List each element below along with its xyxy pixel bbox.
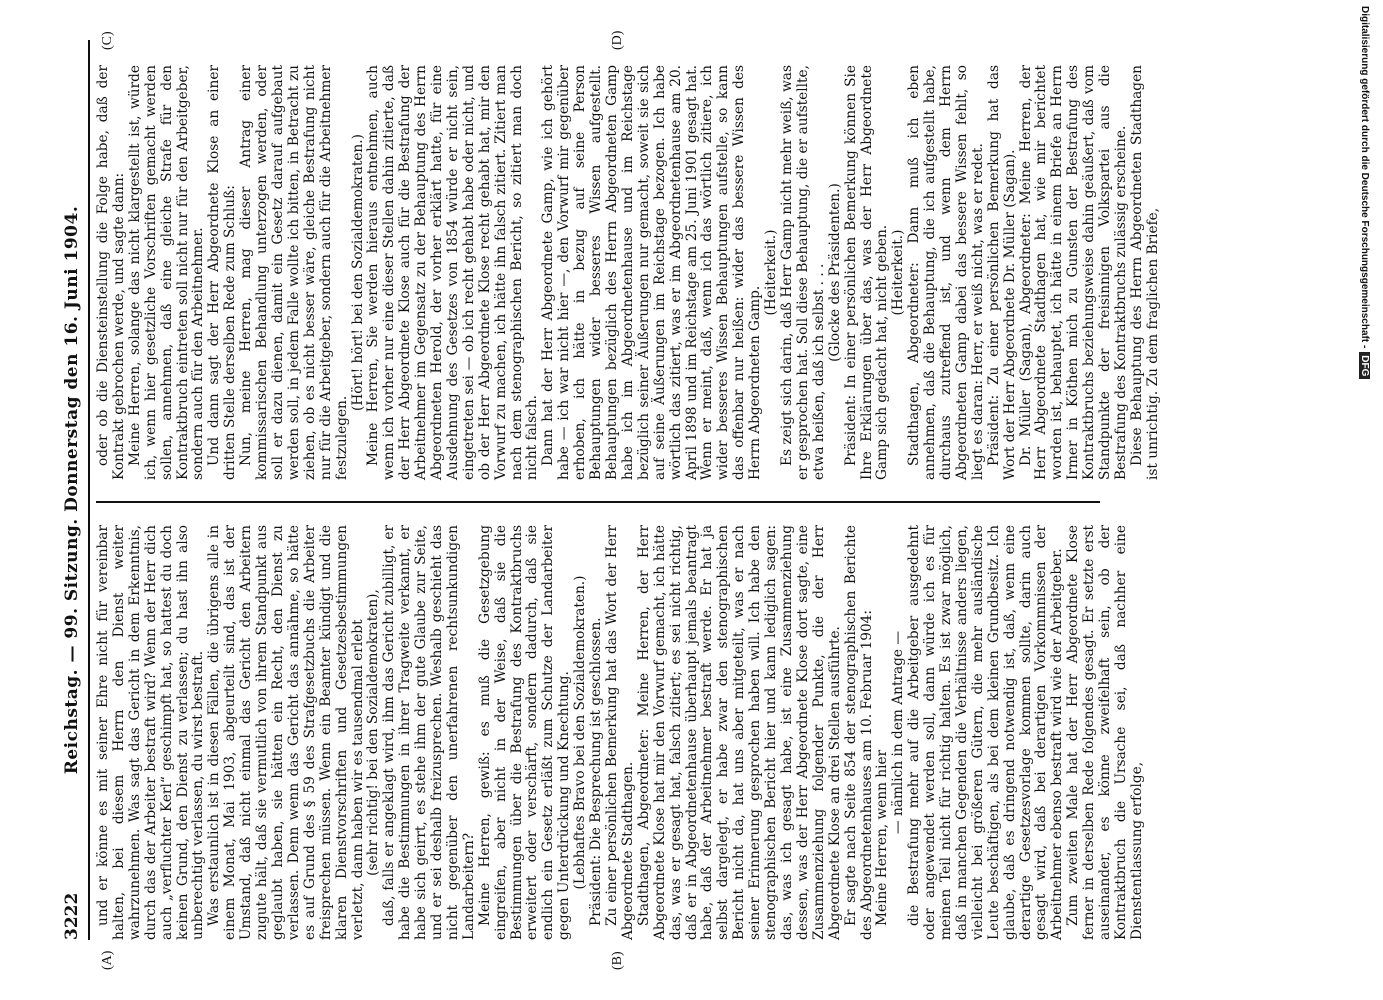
running-title: Reichstag. — 99. Sitzung. Donnerstag den 16. Juni 1904.	[62, 205, 82, 775]
side-note-text: Digitalisierung gefördert durch die Deutsche Forschungsgemeinschaft -	[1359, 6, 1370, 349]
paragraph: (Heiterkeit.)	[890, 229, 907, 316]
left-text-column	[95, 525, 1145, 940]
paragraph: die Bestrafung mehr auf die Arbeitgeber ausgedehnt oder angewendet werden soll, dann würde ich es für meinen Teil nicht für richtig halten. Es ist zwar möglich, daß in manchen Gegenden die Verhältnisse anders liegen, vielleicht bei größeren Gütern, die mehr ausländische Leute beschäftigen, als bei dem kleinen Grundbesitz. Ich glaube, daß es dringend notwendig ist, daß, wenn eine derartige Gesetzesvorlage kommen sollte, darin auch gesagt wird, daß bei derartigen Vorkommnissen der Arbeitnehmer ebenso bestraft wird wie der Arbeitgeber.	[906, 525, 1066, 940]
margin-marker-a: (A)	[100, 950, 115, 970]
paragraph: Meine Herren, wenn hier	[874, 749, 891, 926]
paragraph: Zu einer persönlichen Bemerkung hat das Wort der Herr Abgeordnete Stadthagen.	[604, 525, 636, 940]
paragraph: Präsident: Die Besprechung ist geschlossen.	[588, 617, 605, 926]
dfg-logo: DFG	[1359, 352, 1370, 379]
side-note	[1356, 6, 1370, 994]
paragraph: Meine Herren, gewiß: es muß die Gesetzgebung eingreifen, aber nicht in der Weise, daß sie die Bestimmungen über die Bestrafung des Kontraktbruchs erweitert oder verschärft, sondern dadurch, daß sie endlich ein Gesetz erläßt zum Schutze der Landarbeiter gegen Unterdrückung und Knechtung.	[476, 525, 573, 940]
paragraph: Dann hat der Herr Abgeordnete Gamp, wie ich gehört habe — ich war nicht hier —, den Vorwurf mir gegenüber erhoben, ich hätte in bezug auf seine Person Behauptungen wider besseres Wissen aufgestellt. Behauptungen bezüglich des Herrn Abgeordneten Gamp habe ich im Abgeordnetenhause und im Reichstage bezüglich seiner Äußerungen nur gemacht, soweit sie sich auf seine Äußerungen im Reichstage bezogen. Ich habe wörtlich das zitiert, was er im Abgeordnetenhause am 20. April 1898 und im Reichstage am 25. Juni 1901 gesagt hat. Wenn er meint, daß, wenn ich das wörtlich zitiere, ich wider besseres Wissen Behauptungen aufstelle, so kann das offenbar nur heißen: wider das bessere Wissen des Herrn Abgeordneten Gamp.	[540, 65, 764, 480]
paragraph: Nun, meine Herren, mag dieser Antrag einer kommissarischen Behandlung unterzogen werden, oder soll er dazu dienen, damit ein Gesetz darauf aufgebaut werden soll, in jedem Falle wollte ich bitten, in Betracht zu ziehen, ob es nicht besser wäre, gleiche Bestrafung nicht nur für die Arbeitgeber, sondern auch für die Arbeitnehmer festzulegen.	[238, 65, 350, 480]
paragraph: Meine Herren, solange das nicht klargestellt ist, würde ich, wenn hier gesetzliche Vorschriften gemacht werden sollen, annehmen, daß eine gleiche Strafe für den Kontraktbruch eintreten soll nicht nur für den Arbeitgeber, sondern auch für den Arbeitnehmer.	[126, 65, 207, 480]
paragraph: Dr. Müller (Sagan), Abgeordneter: Meine Herren, der Herr Abgeordnete Stadthagen hat, wie mir berichtet worden ist, behauptet, ich hätte in einem Briefe an Herrn Irmer in Köthen mich zu Gunsten der Bestrafung des Kontraktbruchs beziehungsweise dahin geäußert, daß vom Standpunkte der freisinnigen Volkspartei aus die Bestrafung des Kontraktbruchs zulässig erscheine.	[1017, 65, 1129, 480]
paragraph: Und dann sagt der Herr Abgeordnete Klose an einer dritten Stelle derselben Rede zum Schluß:	[206, 65, 239, 480]
paragraph: (Glocke des Präsidenten.)	[826, 183, 843, 362]
paragraph: Präsident: Zu einer persönlichen Bemerkung hat das Wort der Herr Abgeordnete Dr. Müller (Sagan).	[985, 65, 1018, 480]
margin-marker-c: (C)	[100, 31, 115, 50]
paragraph: Es zeigt sich darin, daß Herr Gamp nicht mehr weiß, was er gesprochen hat. Soll diese Behauptung, die er aufstellte, etwa heißen, daß ich selbst . . .	[778, 65, 827, 480]
paragraph: Stadthagen, Abgeordneter: Meine Herren, der Herr Abgeordnete Klose hat mir den Vorwurf gemacht, ich hätte das, was er gesagt hat, falsch zitiert; es sei nicht richtig, daß er in Abgeordnetenhause überhaupt jemals beantragt habe, daß der Arbeitnehmer bestraft werde. Er hat ja selbst dargelegt, er habe zwar den stenographischen Bericht nicht da, hat uns aber mitgeteilt, was er nach seiner Erinnerung gesprochen haben will. Ich habe den stenographischen Bericht hier und kann lediglich sagen: das, was ich gesagt habe, ist eine Zusammenziehung dessen, was der Herr Abgeordnete Klose dort sagte, eine Zusammenziehung folgender Punkte, die der Herr Abgeordnete Klose an drei Stellen ausführte.	[635, 525, 843, 940]
paragraph: Was erstaunlich ist in diesen Fällen, die übrigens alle in einem Monat, Mai 1903, abgeurteilt sind, das ist der Umstand, daß nicht einmal das Gericht den Arbeitern zugute hält, daß sie vermutlich von ihrem Standpunkt aus geglaubt haben, sie hätten ein Recht, den Dienst zu verlassen. Denn wenn das Gericht das annähme, so hätte es auf Grund des § 59 des Strafgesetzbuchs die Arbeiter freisprechen müssen. Wenn ein Beamter kündigt und die klaren Dienstvorschriften und Gesetzesbestimmungen verletzt, dann haben wir es tausendmal erlebt	[206, 525, 366, 940]
paragraph: Präsident: In einer persönlichen Bemerkung können Sie Ihre Erklärungen über das, was der Herr Abgeordnete Gamp sich gedacht hat, nicht geben.	[842, 65, 891, 480]
paragraph: Diese Behauptung des Herrn Abgeordneten Stadthagen ist unrichtig. Zu dem fraglichen Briefe,	[1128, 65, 1161, 480]
paragraph: Stadthagen, Abgeordneter: Dann muß ich eben annehmen, daß die Behauptung, die ich aufgestellt habe, durchaus zutreffend ist, und wenn dem Herrn Abgeordneten Gamp dabei das bessere Wissen fehlt, so liegt es daran: Herr, er weiß nicht, was er redet.	[906, 65, 986, 480]
paragraph: und er könne es mit seiner Ehre nicht für vereinbar halten, bei diesem Herrn den Dienst weiter wahrzunehmen. Was sagt das Gericht in dem Erkenntnis, durch das der Arbeiter bestraft wird? Wenn der Herr dich auch „verfluchter Kerl“ geschimpft hat, so hattest du doch keinen Grund, den Dienst zu verlassen; du hast ihn also unberechtigt verlassen, du wirst bestraft.	[95, 525, 207, 940]
header-rule	[88, 40, 90, 940]
paragraph: — nämlich in dem Antrage —	[890, 630, 907, 835]
paragraph: Meine Herren, Sie werden hieraus entnehmen, auch wenn ich vorher nur eine dieser Stellen dahin zitierte, daß der Herr Abgeordnete Klose auch für die Bestrafung der Arbeitnehmer im Gegensatz zu der Behauptung des Herrn Abgeordneten Herold, der vorher erklärt hatte, für eine Ausdehnung des Gesetzes von 1854 würde er nicht sein, eingetreten sei — ob ich recht gehabt habe oder nicht, und ob der Herr Abgeordnete Klose recht gehabt hat, mir den Vorwurf zu machen, ich hätte ihn falsch zitiert. Zitiert man nach dem stenographischen Bericht, so zitiert man doch nicht falsch.	[365, 65, 541, 480]
paragraph: (Hört! hört! bei den Sozialdemokraten.)	[349, 134, 366, 411]
paragraph: daß, falls er angeklagt wird, ihm das Gericht zubilligt, er habe die Bestimmungen in ihrer Tragweite verkannt, er habe sich geirrt, es stehe ihm der gute Glaube zur Seite, und er sei deshalb freizusprechen. Weshalb geschieht das nicht gegenüber den unerfahrenen rechtsunkundigen Landarbeitern?	[381, 525, 477, 940]
margin-marker-b: (B)	[610, 951, 625, 970]
paragraph: oder ob die Diensteinstellung die Folge habe, daß der Kontrakt gebrochen werde, und sagte dann:	[95, 65, 127, 480]
right-text-column	[95, 65, 1161, 480]
paragraph: Zum zweiten Male hat der Herr Abgeordnete Klose ferner in derselben Rede folgendes gesagt. Er setzte erst auseinander, es könne zweifelhaft sein, ob der Kontraktbruch die Ursache sei, daß nachher eine Dienstentlassung erfolge,	[1065, 525, 1145, 940]
margin-marker-d: (D)	[610, 30, 625, 50]
paragraph: (Heiterkeit.)	[763, 229, 780, 316]
paragraph: (Lebhaftes Bravo bei den Sozialdemokraten.)	[572, 575, 589, 890]
paragraph: Er sagte nach Seite 854 der stenographischen Berichte des Abgeordnetenhauses am 10. Februar 1904:	[842, 525, 875, 940]
column-divider	[96, 501, 1100, 503]
paragraph: (sehr richtig! bei den Sozialdemokraten),	[365, 589, 382, 876]
page-number: 3222	[62, 892, 82, 940]
running-header	[58, 40, 88, 940]
